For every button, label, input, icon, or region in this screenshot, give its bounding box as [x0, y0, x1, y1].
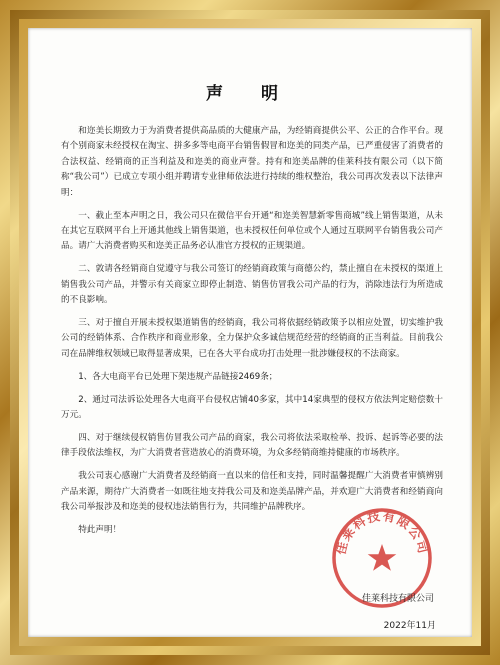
- paragraph-2: 二、敦请各经销商自觉遵守与我公司签订的经销商政策与商德公约，禁止擅自在未授权的渠道上销售我公司产品，并警示有关商家立即停止制造、销售仿冒我公司产品的行为，消除违法行为所造成的不良影响。: [61, 264, 443, 306]
- signature-company: 佳莱科技有限公司: [361, 594, 434, 604]
- seal-text: 佳莱科技有限公司: [332, 508, 432, 557]
- paragraph-thanks: 我公司衷心感谢广大消费者及经销商一直以来的信任和支持，同时温馨提醒广大消费者审慎辨别产品来源，期待广大消费者一如既往地支持我公司及和迩美品牌产品，并欢迎广大消费者和经销商向我公司举报涉及和迩美的侵权违法销售行为，共同维护品牌秩序。: [61, 471, 443, 513]
- paragraph-closing: 特此声明！: [78, 524, 122, 535]
- signature-date: 2022年11月: [383, 621, 436, 631]
- paragraph-3: 三、对于擅自开展未授权渠道销售的经销商，我公司将依据经销政策予以相应处置，切实维护我公司的经销体系、合作秩序和商业形象，全力保护众多诚信规范经营的经销商的正当利益。目前我公司在品牌维权领域已取得显著成果，已在各大平台成功打击处理一批涉嫌侵权的不法商家。: [61, 317, 443, 359]
- paragraph-3-item-2: 2、通过司法诉讼处理各大电商平台侵权店铺40多家，其中14家典型的侵权方依法判定赔偿数十万元。: [61, 394, 443, 420]
- document-page: [28, 28, 472, 637]
- paragraph-intro: 和迩美长期致力于为消费者提供高品质的大健康产品，为经销商提供公平、公正的合作平台。现有个别商家未经授权在淘宝、拼多多等电商平台销售假冒和迩美的同类产品，已严重侵害了消费者的合法权益、经销商的正当利益及和迩美的商业声誉。持有和迩美品牌的佳莱科技有限公司（以下简称“我公司”）已成立专项小组并聘请专业律师依法进行持续的维权整治，我公司再次发表以下法律声明：: [61, 126, 443, 198]
- paragraph-4: 四、对于继续侵权销售仿冒我公司产品的商家，我公司将依法采取检举、投诉、起诉等必要的法律手段依法维权，为广大消费者营造放心的消费环境，为众多经销商维持健康的市场秩序。: [61, 432, 443, 459]
- document-body: [61, 124, 443, 546]
- paragraph-1: 一、截止至本声明之日，我公司只在微信平台开通“和迩美智慧新零售商城”线上销售渠道，从未在其它互联网平台上开通其他线上销售渠道，也未授权任何单位或个人通过互联网平台销售我公司产品。请广大消费者购买和迩美正品务必认准官方授权的正规渠道。: [61, 210, 443, 252]
- document-title: 声 明: [206, 84, 294, 104]
- paragraph-3-item-1: 1、各大电商平台已处理下架违规产品链接2469条；: [78, 371, 278, 382]
